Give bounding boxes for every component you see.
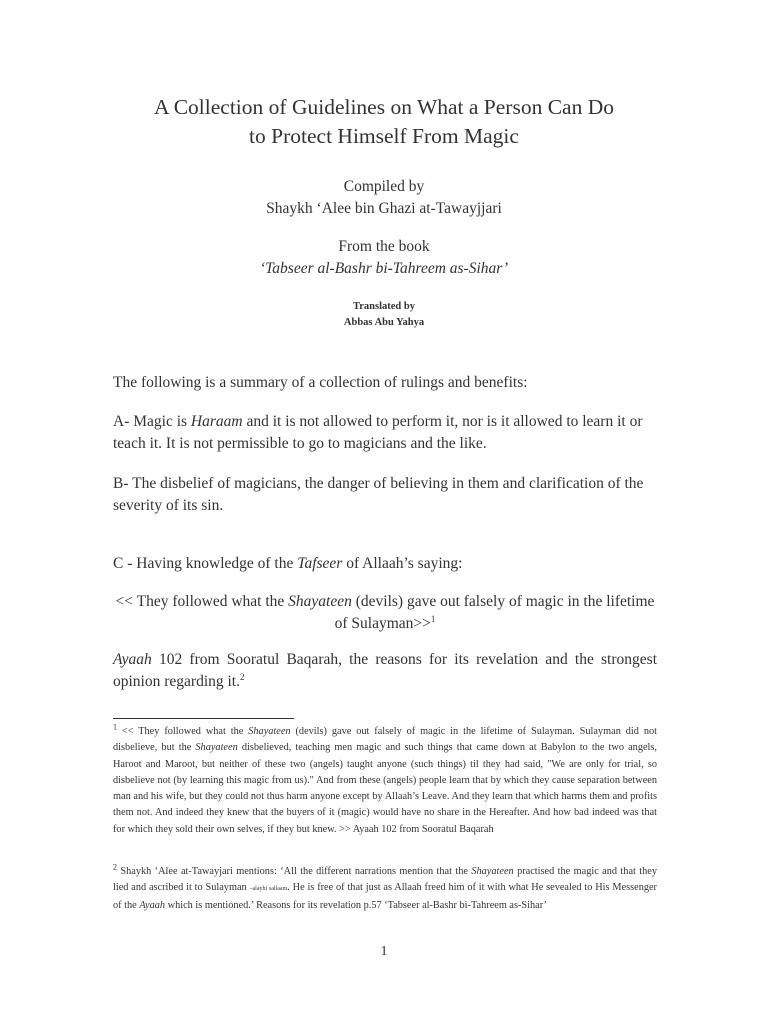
compiled-by-block: [60, 176, 708, 220]
footnote-2: $^2$ Shaykh ‘Alee at-Tawayjari mentions: ‘All the different narrations mention that the Shayateen practised the magic and that they lied and ascribed it to Sulayman –alayhi sallaam. He is free of that just as Allaah freed him of it with what He sevealed to His Messenger of the Ayaah which is mentioned.’ Reasons for its revelation p.57 ‘Tabseer al-Bashr bi-Tahreem as-Sihar’: [113, 862, 657, 911]
point-a-paragraph: A- Magic is Haraam and it is not allowed to perform it, nor is it allowed to learn it or teach it. It is not permissible to go to magicians and the like.: [113, 413, 643, 452]
page-number: 1: [380, 944, 388, 959]
title-line-2: to Protect Himself From Magic: [249, 124, 519, 148]
title-line-1: A Collection of Guidelines on What a Person Can Do: [154, 95, 614, 119]
footnote-1: $^1$ << They followed what the Shayateen (devils) gave out falsely of magic in the lifetime of Sulayman. Sulayman did not disbelieve, but the Shayateen disbelieved, teaching men magic and such things that came down at Babylon to the two angels, Haroot and Maroot, but neither of these two (angels) taught anyone (such things) til they had said, "We are only for trial, so disbelieve not (by learning this magic from us)." And from these (angels) people learn that by which they cause separation between man and his wife, but they could not thus harm anyone except by Allaah’s Leave. And they learn that which harms them and profits them not. And indeed they knew that the buyers of it (magic) would have no share in the Hereafter. And how bad indeed was that for which they sold their own selves, if they but knew. >> Ayaah 102 from Sooratul Baqarah: [113, 722, 657, 835]
source-label: From the book: [338, 238, 430, 255]
translator-block: [60, 299, 708, 331]
point-c-paragraph: C - Having knowledge of the Tafseer of Allaah’s saying:: [113, 555, 463, 572]
quran-quote: << They followed what the Shayateen (devils) gave out falsely of magic in the lifetime of Sulayman>>$^1$: [115, 593, 655, 632]
source-book-block: [60, 236, 708, 280]
ayaah-paragraph: Ayaah 102 from Sooratul Baqarah, the reasons for its revelation and the strongest opinion regarding it.$^2$: [113, 651, 657, 690]
footnote-ref-2: 2: [240, 671, 245, 682]
source-book-title: ‘Tabseer al-Bashr bi-Tahreem as-Sihar’: [259, 260, 509, 277]
intro-paragraph: The following is a summary of a collection of rulings and benefits:: [113, 374, 528, 391]
translator-name: Abbas Abu Yahya: [343, 317, 425, 328]
compiled-by-label: Compiled by: [343, 178, 425, 195]
footnote-separator: [113, 718, 294, 719]
document-title: [60, 93, 708, 151]
compiler-name: Shaykh ‘Alee bin Ghazi at-Tawayjjari: [266, 200, 502, 217]
translated-by-label: Translated by: [353, 301, 415, 312]
point-b-paragraph: B- The disbelief of magicians, the danger of believing in them and clarification of the severity of its sin.: [113, 475, 644, 514]
footnote-ref-1: 1: [430, 613, 436, 624]
